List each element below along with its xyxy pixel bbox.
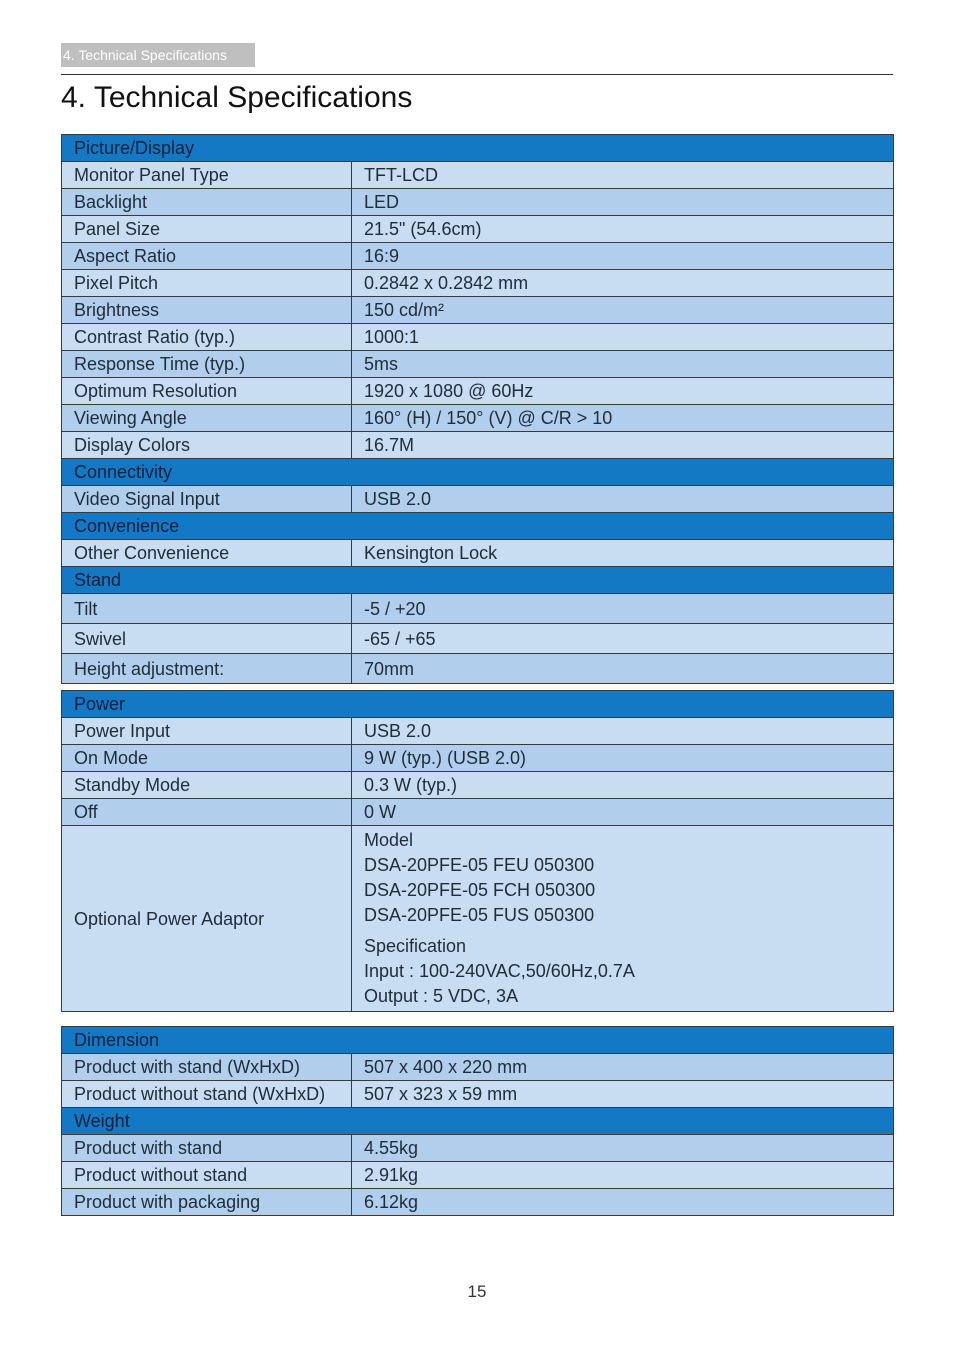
spec-value: 4.55kg: [352, 1135, 894, 1162]
spec-value: -65 / +65: [352, 624, 894, 654]
spec-label: Product with packaging: [62, 1189, 352, 1216]
spec-value: 6.12kg: [352, 1189, 894, 1216]
page-number: 15: [467, 1282, 487, 1301]
spec-label: Height adjustment:: [62, 654, 352, 684]
spec-value: -5 / +20: [352, 594, 894, 624]
spec-value: 1000:1: [352, 324, 894, 351]
breadcrumb: 4. Technical Specifications: [61, 43, 255, 67]
spec-value: 16.7M: [352, 432, 894, 459]
spec-value: TFT-LCD: [352, 162, 894, 189]
spec-label: Backlight: [62, 189, 352, 216]
spec-label: Pixel Pitch: [62, 270, 352, 297]
spec-label: Panel Size: [62, 216, 352, 243]
spec-row: [62, 654, 894, 684]
adaptor-model-line: DSA-20PFE-05 FEU 050300: [364, 855, 595, 875]
adaptor-spec-line: Input : 100-240VAC,50/60Hz,0.7A: [364, 961, 635, 981]
spec-value: 21.5" (54.6cm): [352, 216, 894, 243]
spec-value: 70mm: [352, 654, 894, 684]
section-header-row: [62, 513, 894, 540]
spec-label: Off: [62, 799, 352, 826]
spec-row: [62, 405, 894, 432]
spec-row: [62, 799, 894, 826]
spec-value: 16:9: [352, 243, 894, 270]
spec-label: Standby Mode: [62, 772, 352, 799]
spec-row: [62, 540, 894, 567]
spec-value: Kensington Lock: [352, 540, 894, 567]
spec-label: Product without stand: [62, 1162, 352, 1189]
spec-row: [62, 745, 894, 772]
spec-row: [62, 1135, 894, 1162]
spec-label: On Mode: [62, 745, 352, 772]
section-header-row: [62, 691, 894, 718]
spec-value: 507 x 323 x 59 mm: [352, 1081, 894, 1108]
section-header-row: [62, 459, 894, 486]
spec-row: [62, 351, 894, 378]
spec-value: 1920 x 1080 @ 60Hz: [352, 378, 894, 405]
section-header: Picture/Display: [62, 135, 894, 162]
section-header: Dimension: [62, 1027, 894, 1054]
section-header-row: [62, 1027, 894, 1054]
spec-value: 160° (H) / 150° (V) @ C/R > 10: [352, 405, 894, 432]
spec-row: [62, 1054, 894, 1081]
page-title: 4. Technical Specifications: [61, 81, 413, 114]
section-header: Convenience: [62, 513, 894, 540]
spec-row: [62, 270, 894, 297]
spec-value: USB 2.0: [352, 486, 894, 513]
spec-label: Optimum Resolution: [62, 378, 352, 405]
spec-row: [62, 189, 894, 216]
spec-label: Product without stand (WxHxD): [62, 1081, 352, 1108]
spec-row: [62, 432, 894, 459]
spec-value: 2.91kg: [352, 1162, 894, 1189]
spec-value: 507 x 400 x 220 mm: [352, 1054, 894, 1081]
spec-row-adaptor: [62, 826, 894, 1012]
spec-row: [62, 594, 894, 624]
spec-row: [62, 324, 894, 351]
section-header: Stand: [62, 567, 894, 594]
spec-table-power: [61, 690, 894, 1012]
spec-row: [62, 297, 894, 324]
spec-row: [62, 1162, 894, 1189]
spec-row: [62, 772, 894, 799]
section-header: Power: [62, 691, 894, 718]
spec-row: [62, 216, 894, 243]
spec-value: 0 W: [352, 799, 894, 826]
spec-value: 9 W (typ.) (USB 2.0): [352, 745, 894, 772]
spec-label: Product with stand: [62, 1135, 352, 1162]
spec-label: Product with stand (WxHxD): [62, 1054, 352, 1081]
spec-label: Swivel: [62, 624, 352, 654]
spec-label: Other Convenience: [62, 540, 352, 567]
section-header-row: [62, 135, 894, 162]
spec-value: 0.3 W (typ.): [352, 772, 894, 799]
adaptor-model-line: DSA-20PFE-05 FCH 050300: [364, 880, 596, 900]
adaptor-spec-line: Output : 5 VDC, 3A: [364, 986, 519, 1006]
spec-value-adaptor: [352, 826, 894, 1012]
spec-row: [62, 624, 894, 654]
spec-row: [62, 718, 894, 745]
spec-label: Power Input: [62, 718, 352, 745]
spec-label: Contrast Ratio (typ.): [62, 324, 352, 351]
spec-value: USB 2.0: [352, 718, 894, 745]
section-header-row: [62, 567, 894, 594]
section-header: Weight: [62, 1108, 894, 1135]
spec-table-display: [61, 134, 894, 684]
spec-table-dimension: [61, 1026, 894, 1216]
spec-label: Optional Power Adaptor: [62, 826, 352, 1012]
spec-label: Brightness: [62, 297, 352, 324]
spec-label: Display Colors: [62, 432, 352, 459]
spec-value: LED: [352, 189, 894, 216]
spec-value: 0.2842 x 0.2842 mm: [352, 270, 894, 297]
spec-label: Tilt: [62, 594, 352, 624]
spec-value: 5ms: [352, 351, 894, 378]
spec-row: [62, 243, 894, 270]
header-rule: [61, 74, 893, 75]
section-header-row: [62, 1108, 894, 1135]
spec-value: 150 cd/m²: [352, 297, 894, 324]
spec-label: Aspect Ratio: [62, 243, 352, 270]
spec-row: [62, 1189, 894, 1216]
adaptor-model-line: DSA-20PFE-05 FUS 050300: [364, 905, 595, 925]
adaptor-model-line: Model: [364, 830, 414, 850]
spec-label: Response Time (typ.): [62, 351, 352, 378]
spec-row: [62, 486, 894, 513]
adaptor-spec-line: Specification: [364, 936, 467, 956]
spec-row: [62, 1081, 894, 1108]
spec-row: [62, 378, 894, 405]
spec-label: Monitor Panel Type: [62, 162, 352, 189]
section-header: Connectivity: [62, 459, 894, 486]
spec-label: Video Signal Input: [62, 486, 352, 513]
spec-label: Viewing Angle: [62, 405, 352, 432]
spec-row: [62, 162, 894, 189]
